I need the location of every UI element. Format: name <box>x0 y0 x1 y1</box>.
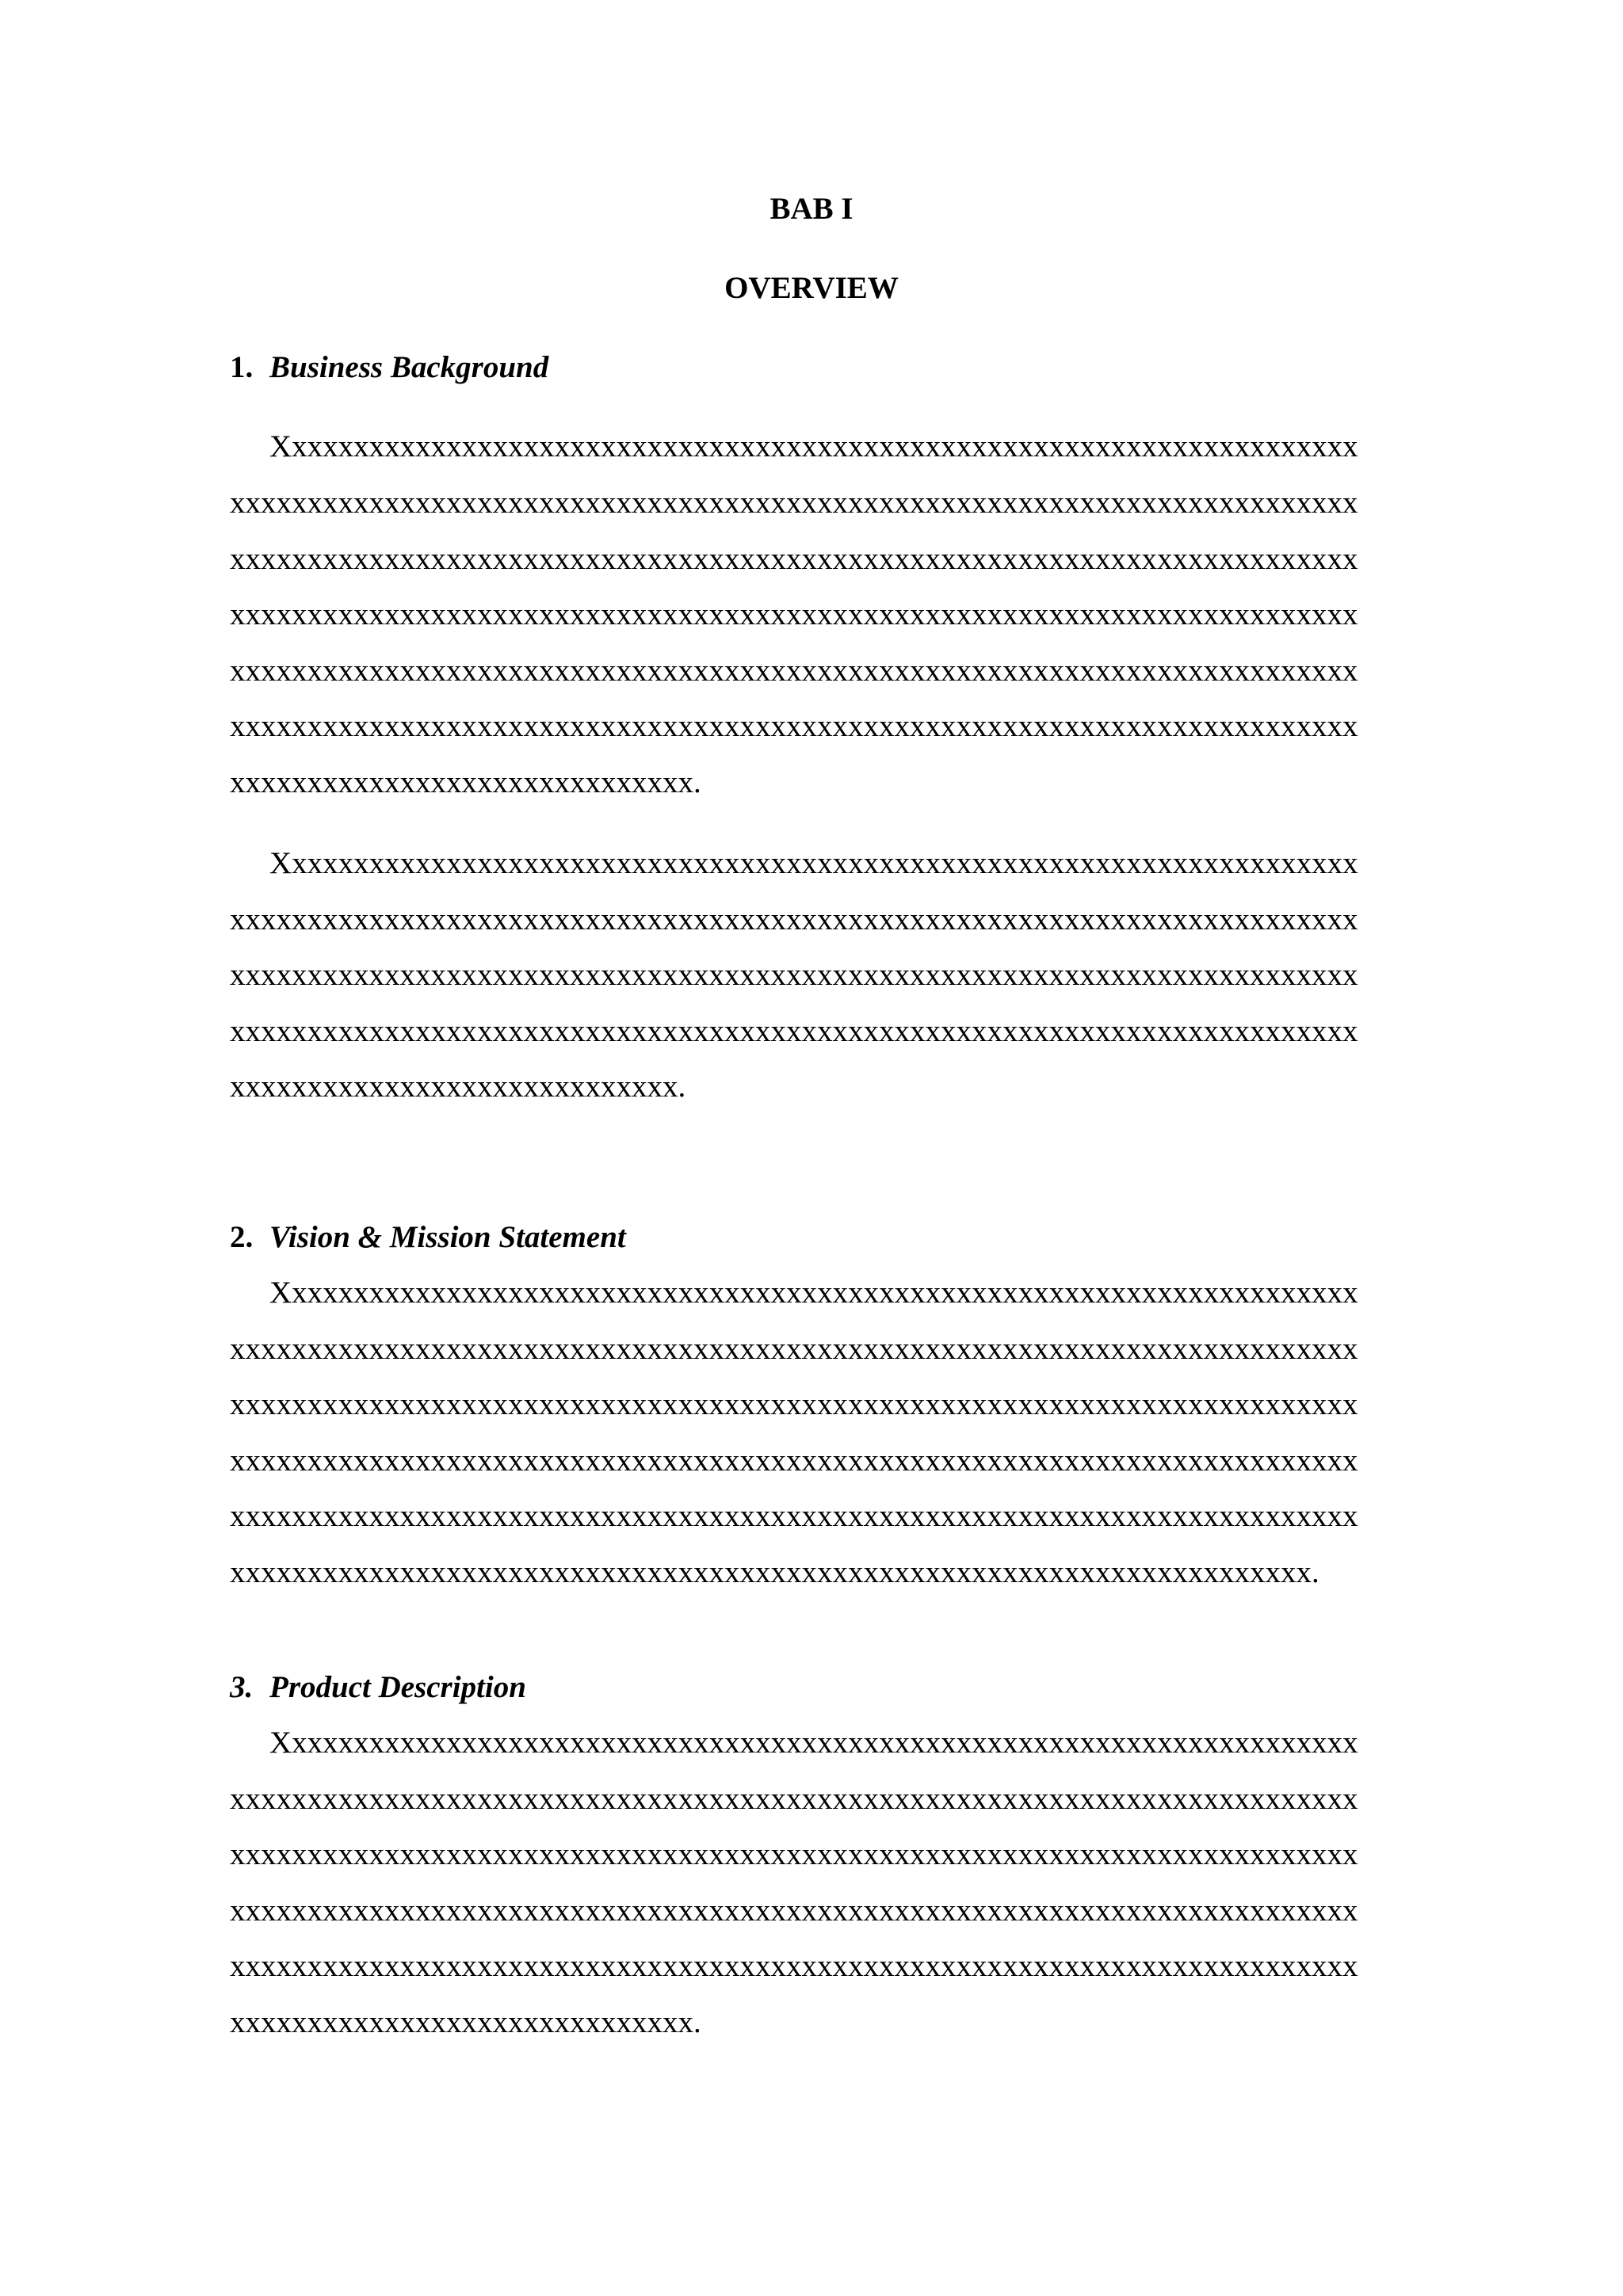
text-line: xxxxxxxxxxxxxxxxxxxxxxxxxxxxxxxxxxxxxxxxxxxxxxxxxxxxxxxxxxxxxxxxxxxxxxxxx <box>230 1387 1358 1421</box>
text-line: xxxxxxxxxxxxxxxxxxxxxxxxxxxxxxxxxxxxxxxxxxxxxxxxxxxxxxxxxxxxxxxxxxxxxx. <box>230 1555 1319 1589</box>
text-line: Xxxxxxxxxxxxxxxxxxxxxxxxxxxxxxxxxxxxxxxxxxxxxxxxxxxxxxxxxxxxxxxxxxxxxx <box>269 1276 1358 1310</box>
section-title: Business Background <box>269 350 549 384</box>
text-line: xxxxxxxxxxxxxxxxxxxxxxxxxxxxxxxxxxxxxxxxxxxxxxxxxxxxxxxxxxxxxxxxxxxxxxxxx <box>230 1949 1358 1983</box>
section-heading-business-background <box>230 349 548 387</box>
text-line: Xxxxxxxxxxxxxxxxxxxxxxxxxxxxxxxxxxxxxxxxxxxxxxxxxxxxxxxxxxxxxxxxxxxxxx <box>269 1726 1358 1760</box>
section-number: 3. <box>230 1670 254 1704</box>
text-line: xxxxxxxxxxxxxxxxxxxxxxxxxxxxxxxxxxxxxxxxxxxxxxxxxxxxxxxxxxxxxxxxxxxxxxxxx <box>230 1499 1358 1533</box>
section-heading-product-description <box>230 1669 526 1707</box>
text-line: xxxxxxxxxxxxxxxxxxxxxxxxxxxxx. <box>230 1070 686 1104</box>
text-line: Xxxxxxxxxxxxxxxxxxxxxxxxxxxxxxxxxxxxxxxxxxxxxxxxxxxxxxxxxxxxxxxxxxxxxx <box>269 429 1358 463</box>
text-line: xxxxxxxxxxxxxxxxxxxxxxxxxxxxxxxxxxxxxxxxxxxxxxxxxxxxxxxxxxxxxxxxxxxxxxxxx <box>230 542 1358 576</box>
text-line: xxxxxxxxxxxxxxxxxxxxxxxxxxxxxxxxxxxxxxxxxxxxxxxxxxxxxxxxxxxxxxxxxxxxxxxxx <box>230 1894 1358 1928</box>
text-line: xxxxxxxxxxxxxxxxxxxxxxxxxxxxxxxxxxxxxxxxxxxxxxxxxxxxxxxxxxxxxxxxxxxxxxxxx <box>230 902 1358 936</box>
text-line: xxxxxxxxxxxxxxxxxxxxxxxxxxxxxxxxxxxxxxxxxxxxxxxxxxxxxxxxxxxxxxxxxxxxxxxxx <box>230 1332 1358 1366</box>
text-line: xxxxxxxxxxxxxxxxxxxxxxxxxxxxxxxxxxxxxxxxxxxxxxxxxxxxxxxxxxxxxxxxxxxxxxxxx <box>230 1837 1358 1871</box>
section-title: Product Description <box>269 1670 526 1704</box>
section-number: 2. <box>230 1220 254 1254</box>
text-line: xxxxxxxxxxxxxxxxxxxxxxxxxxxxxxxxxxxxxxxxxxxxxxxxxxxxxxxxxxxxxxxxxxxxxxxxx <box>230 1444 1358 1478</box>
chapter-title: OVERVIEW <box>724 271 899 305</box>
text-line: xxxxxxxxxxxxxxxxxxxxxxxxxxxxxx. <box>230 765 701 799</box>
section-heading-vision-mission <box>230 1219 626 1257</box>
section-title: Vision & Mission Statement <box>269 1220 626 1254</box>
text-line: xxxxxxxxxxxxxxxxxxxxxxxxxxxxxxxxxxxxxxxxxxxxxxxxxxxxxxxxxxxxxxxxxxxxxxxxx <box>230 597 1358 631</box>
text-line: xxxxxxxxxxxxxxxxxxxxxxxxxxxxxx. <box>230 2005 701 2039</box>
text-line: xxxxxxxxxxxxxxxxxxxxxxxxxxxxxxxxxxxxxxxxxxxxxxxxxxxxxxxxxxxxxxxxxxxxxxxxx <box>230 654 1358 688</box>
text-line: xxxxxxxxxxxxxxxxxxxxxxxxxxxxxxxxxxxxxxxxxxxxxxxxxxxxxxxxxxxxxxxxxxxxxxxxx <box>230 709 1358 743</box>
text-line: xxxxxxxxxxxxxxxxxxxxxxxxxxxxxxxxxxxxxxxxxxxxxxxxxxxxxxxxxxxxxxxxxxxxxxxxx <box>230 1014 1358 1048</box>
chapter-number: BAB I <box>769 192 854 226</box>
text-line: Xxxxxxxxxxxxxxxxxxxxxxxxxxxxxxxxxxxxxxxxxxxxxxxxxxxxxxxxxxxxxxxxxxxxxx <box>269 846 1358 880</box>
text-line: xxxxxxxxxxxxxxxxxxxxxxxxxxxxxxxxxxxxxxxxxxxxxxxxxxxxxxxxxxxxxxxxxxxxxxxxx <box>230 1782 1358 1816</box>
text-line: xxxxxxxxxxxxxxxxxxxxxxxxxxxxxxxxxxxxxxxxxxxxxxxxxxxxxxxxxxxxxxxxxxxxxxxxx <box>230 486 1358 520</box>
section-number: 1. <box>230 350 254 384</box>
text-line: xxxxxxxxxxxxxxxxxxxxxxxxxxxxxxxxxxxxxxxxxxxxxxxxxxxxxxxxxxxxxxxxxxxxxxxxx <box>230 958 1358 992</box>
